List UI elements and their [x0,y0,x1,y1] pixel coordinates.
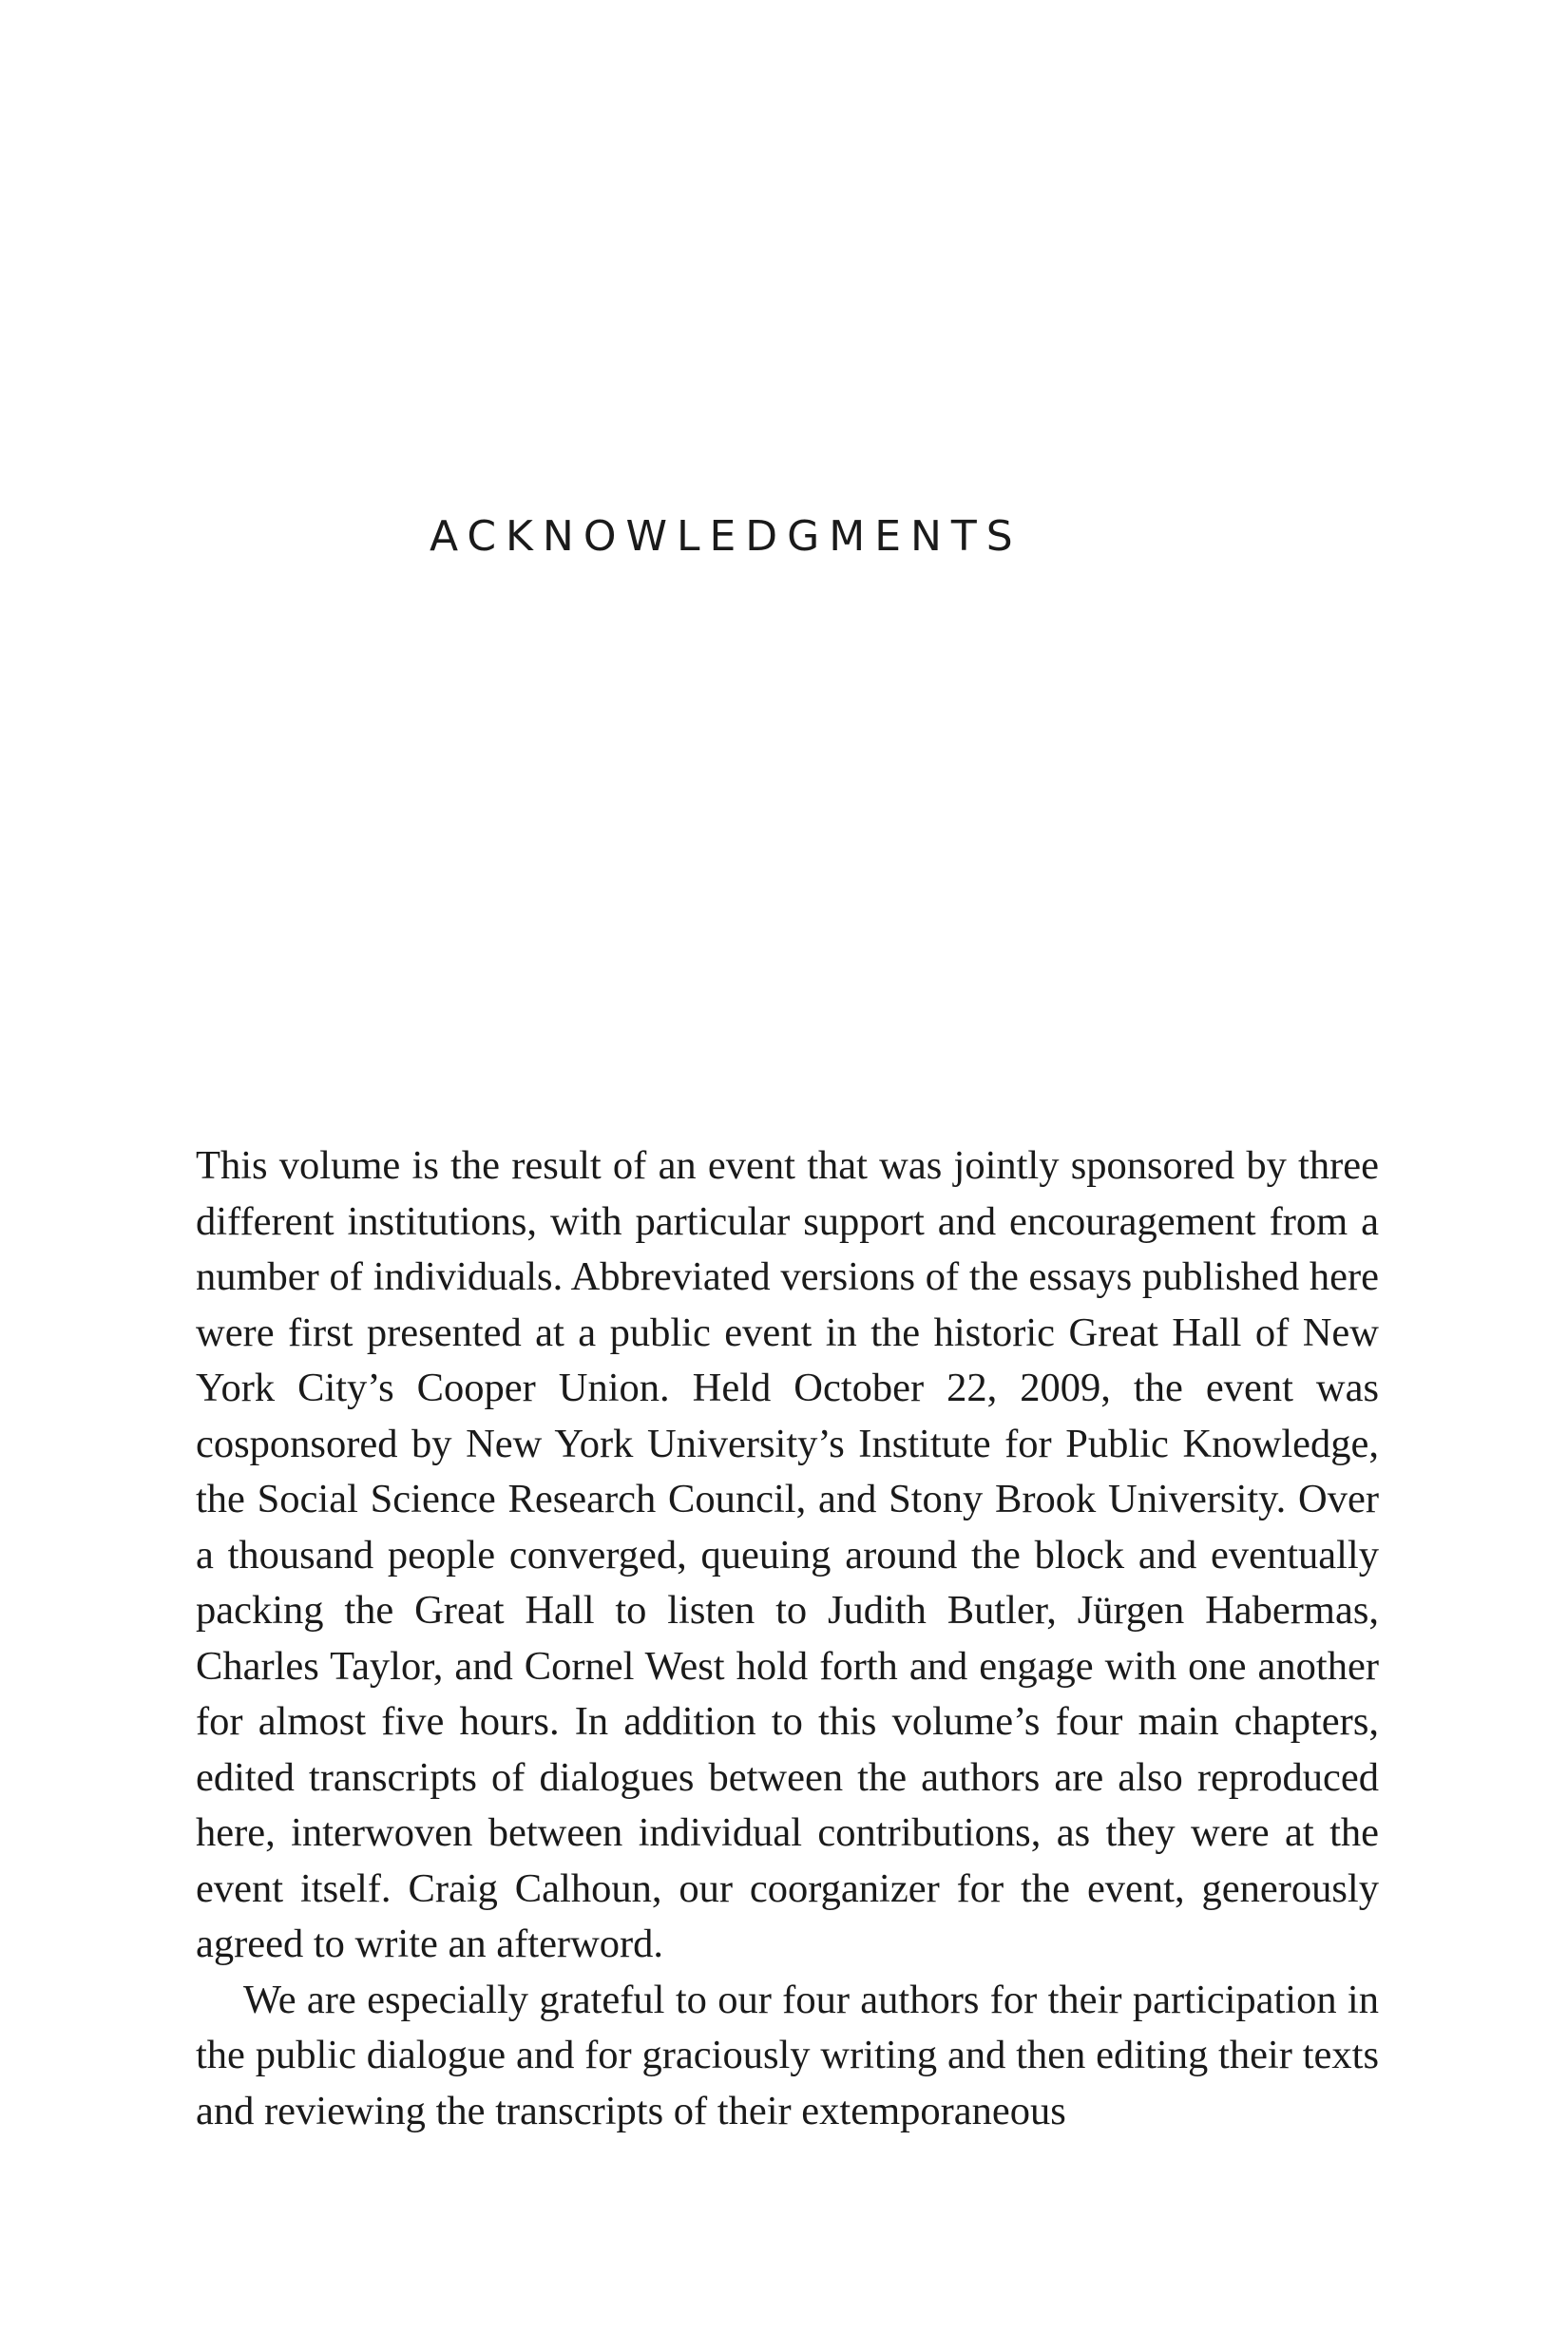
paragraph-2: We are especially grateful to our four authors for their participation in the public dialogue and for graciously writing and then editing their texts and reviewing the transcripts of their extemporaneous [196,1977,1379,2133]
body-text [196,1138,1379,2139]
paragraph-1: This volume is the result of an event that was jointly sponsored by three different institutions, with particular support and encouragement from a number of individuals. Abbreviated versions of the essays published here were first presented at a public event in the historic Great Hall of New York City’s Cooper Union. Held October 22, 2009, the event was cosponsored by New York University’s Institute for Public Knowledge, the Social Science Research Council, and Stony Brook University. Over a thousand people converged, queuing around the block and eventually packing the Great Hall to listen to Judith Butler, Jürgen Habermas, Charles Taylor, and Cornel West hold forth and engage with one another for almost five hours. In addition to this volume’s four main chapters, edited transcripts of dialogues between the authors are also reproduced here, interwoven between individual contributions, as they were at the event itself. Craig Calhoun, our coorganizer for the event, generously agreed to write an afterword. [196,1143,1379,1966]
page-title: ACKNOWLEDGMENTS [430,512,1023,561]
